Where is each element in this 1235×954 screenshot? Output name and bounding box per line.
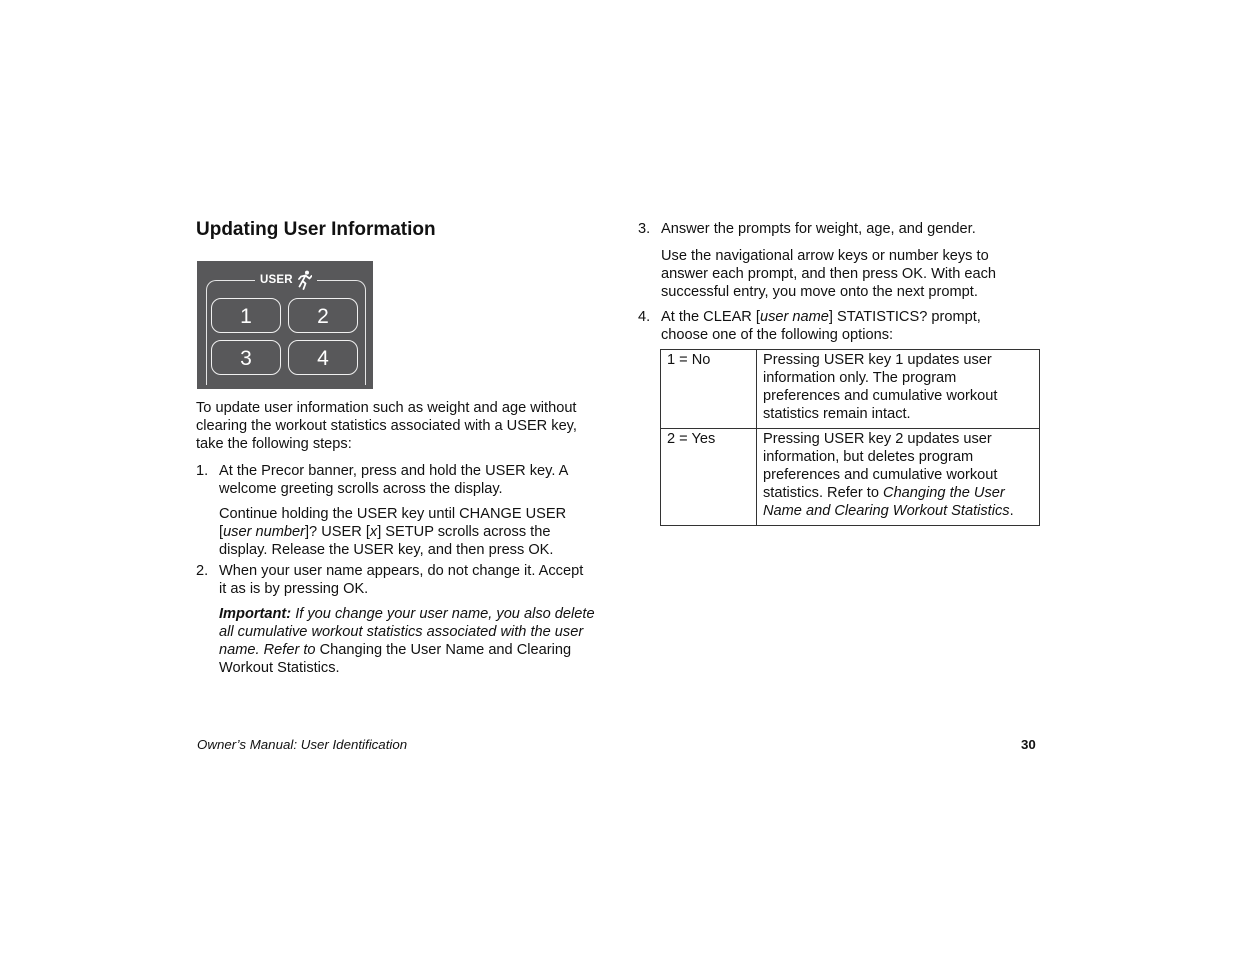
step-4 — [638, 308, 1038, 344]
keypad-header — [255, 271, 317, 289]
step-3 — [638, 220, 1038, 238]
step-number: 3. — [638, 221, 651, 237]
user-keypad-illustration — [197, 261, 373, 389]
description-cell: Pressing USER key 2 updates user information, but deletes program preferences and cumulative workout statistics. Refer to Changing the User Name and Clearing Workout Statistics. — [757, 429, 1040, 526]
option-cell: 2 = Yes — [661, 429, 757, 526]
cross-reference: Changing the User Name and Clearing Workout Statistics — [219, 642, 572, 676]
keypad-key-3: 3 — [211, 340, 281, 375]
description-cell: Pressing USER key 1 updates user information only. The program preferences and cumulative workout statistics remain intact. — [757, 350, 1040, 429]
cross-reference: Changing the User Name and Clearing Workout Statistics — [763, 485, 1010, 519]
step-number: 1. — [196, 463, 209, 479]
keypad-label: USER — [260, 274, 293, 286]
step-3-detail: Use the navigational arrow keys or number keys to answer each prompt, and then press OK. With each successful entry, you move onto the next prompt. — [661, 248, 997, 300]
step-number: 4. — [638, 309, 651, 325]
step-text: When your user name appears, do not change it. Accept it as is by pressing OK. — [219, 563, 584, 597]
footer-title: Owner’s Manual: User Identification — [197, 737, 408, 752]
step-number: 2. — [196, 563, 209, 579]
important-label: Important: — [219, 606, 292, 622]
step-1 — [196, 462, 596, 498]
page-heading: Updating User Information — [196, 219, 436, 240]
runner-icon — [296, 270, 312, 290]
options-table — [660, 349, 1040, 526]
step-text: Answer the prompts for weight, age, and gender. — [661, 221, 976, 237]
step-text: At the CLEAR [user name] STATISTICS? prompt, choose one of the following options: — [661, 309, 981, 343]
step-1-detail: Continue holding the USER key until CHANGE USER [user number]? USER [x] SETUP scrolls across the display. Release the USER key, and then press OK. — [219, 506, 567, 558]
step-2 — [196, 562, 596, 598]
important-note: Important: If you change your user name, you also delete all cumulative workout statistics associated with the user name. Refer to Changing the User Name and Clearing Workout Statistics. — [219, 606, 595, 676]
option-cell: 1 = No — [661, 350, 757, 429]
table-row — [661, 350, 1040, 429]
keypad-key-4: 4 — [288, 340, 358, 375]
page-number: 30 — [1021, 737, 1036, 752]
table-row — [661, 429, 1040, 526]
intro-paragraph: To update user information such as weight and age without clearing the workout statistics associated with a USER key, take the following steps: — [196, 400, 577, 452]
keypad-key-2: 2 — [288, 298, 358, 333]
step-text: At the Precor banner, press and hold the USER key. A welcome greeting scrolls across the display. — [219, 463, 568, 497]
keypad-key-1: 1 — [211, 298, 281, 333]
